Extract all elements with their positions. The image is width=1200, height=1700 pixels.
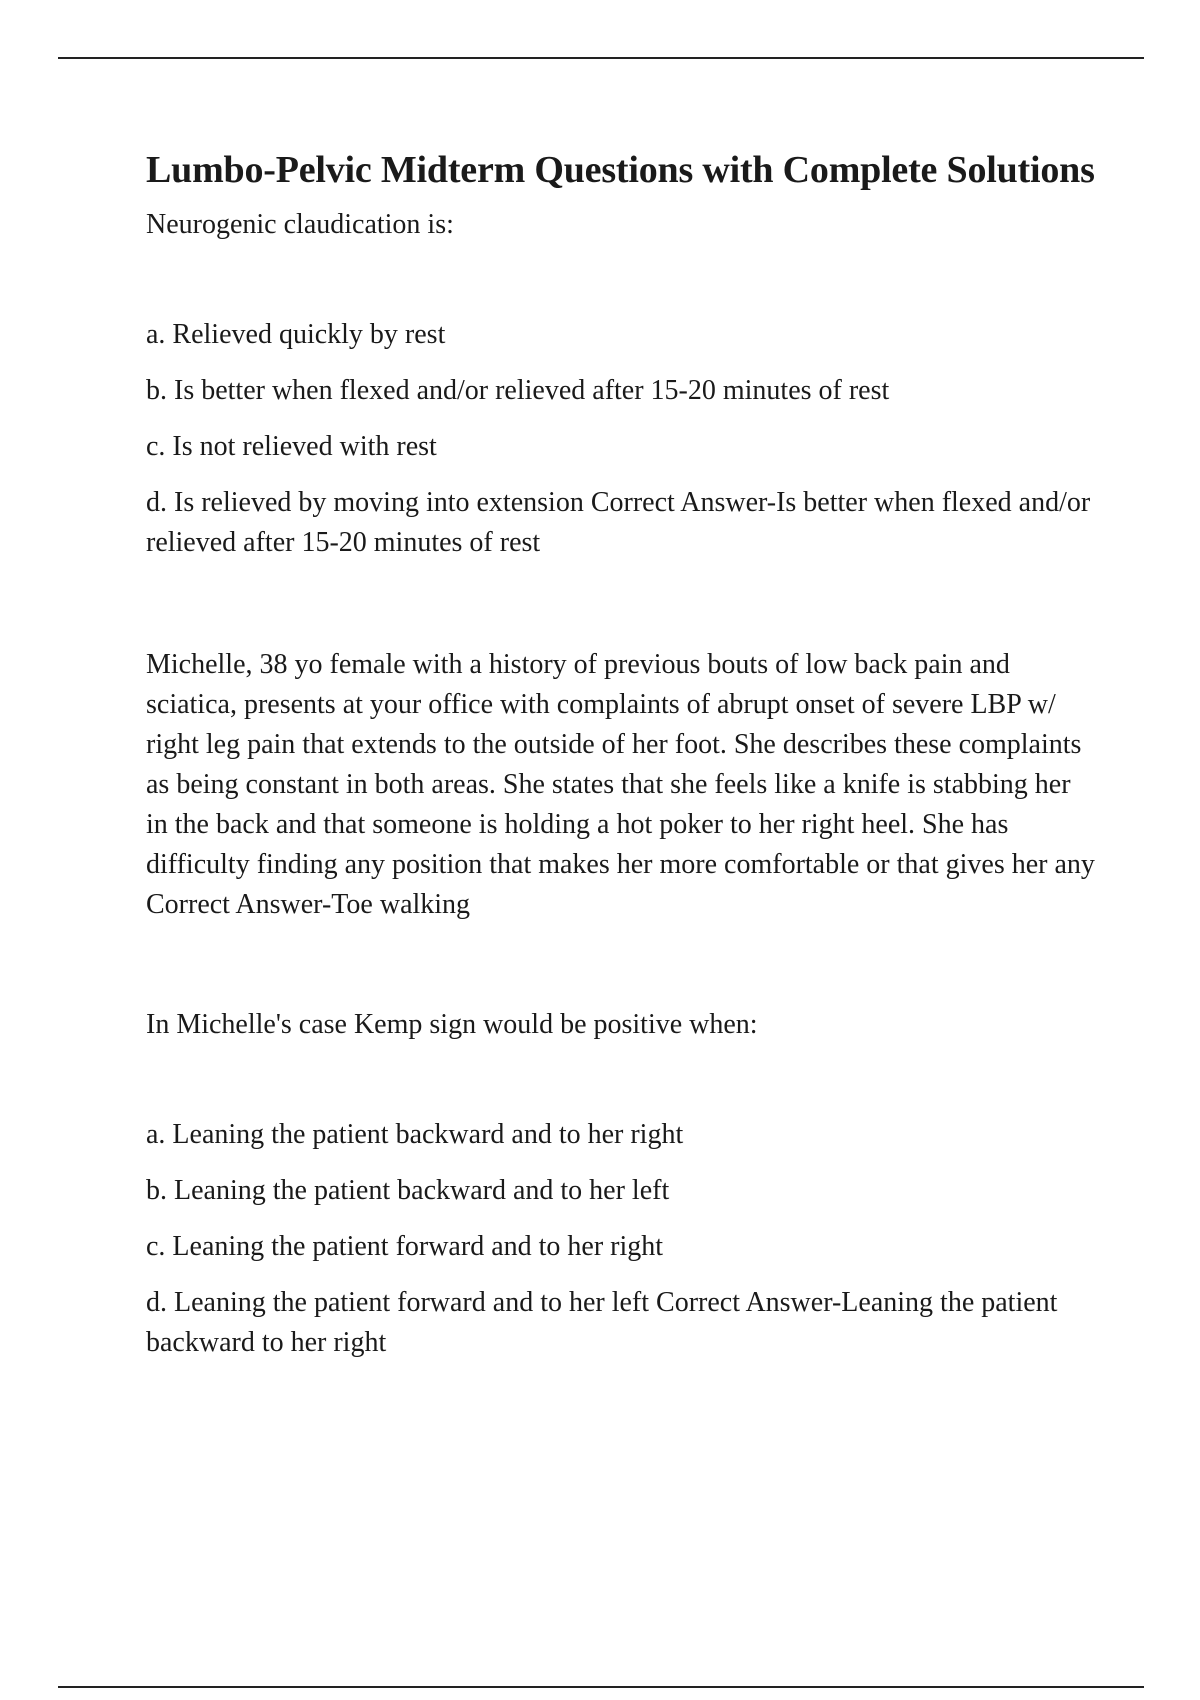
question-3-option-d: d. Leaning the patient forward and to her left Correct Answer-Leaning the patient backward to her right	[146, 1287, 1058, 1358]
question-1-option-a: a. Relieved quickly by rest	[146, 319, 446, 350]
header-divider	[58, 57, 1144, 59]
document-title: Lumbo-Pelvic Midterm Questions with Complete Solutions	[146, 149, 1095, 191]
document-body	[146, 145, 1096, 1379]
question-3-option-c: c. Leaning the patient forward and to her right	[146, 1231, 664, 1262]
question-2-case: Michelle, 38 yo female with a history of previous bouts of low back pain and sciatica, presents at your office with complaints of abrupt onset of severe LBP w/ right leg pain that extends to the outside of her foot. She describes these complaints as being constant in both areas. She states that she feels like a knife is stabbing her in the back and that someone is holding a hot poker to her right heel. She has difficulty finding any position that makes her more comfortable or that gives her any Correct Answer-Toe walking	[146, 649, 1095, 920]
question-1-option-b: b. Is better when flexed and/or relieved after 15-20 minutes of rest	[146, 375, 890, 406]
question-1-option-c: c. Is not relieved with rest	[146, 431, 437, 462]
footer-divider	[58, 1686, 1144, 1688]
question-1-option-d: d. Is relieved by moving into extension Correct Answer-Is better when flexed and/or relieved after 15-20 minutes of rest	[146, 487, 1091, 558]
question-1-stem: Neurogenic claudication is:	[146, 209, 454, 240]
question-3-option-b: b. Leaning the patient backward and to her left	[146, 1175, 670, 1206]
question-3-stem: In Michelle's case Kemp sign would be positive when:	[146, 1009, 758, 1040]
question-3-option-a: a. Leaning the patient backward and to her right	[146, 1119, 684, 1150]
